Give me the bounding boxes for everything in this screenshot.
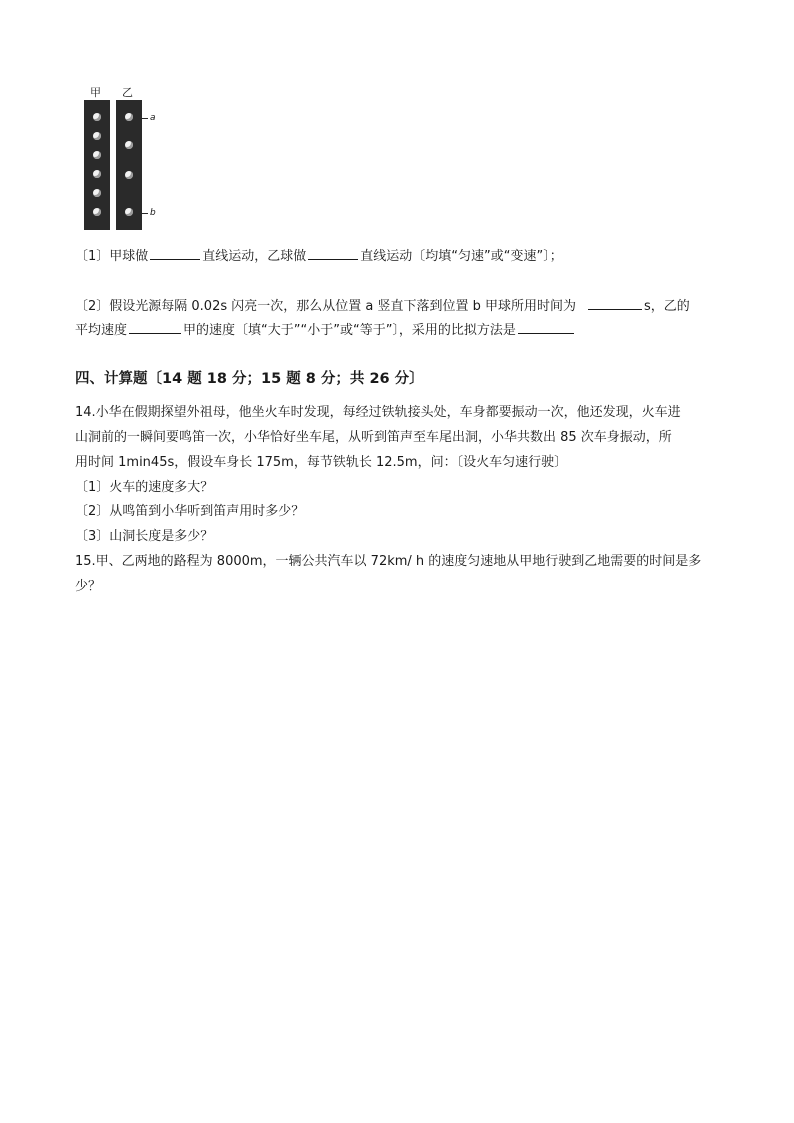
strip-yi [116,100,142,230]
q13-part1: 〔1〕甲球做 直线运动，乙球做 直线运动〔均填“匀速”或“变速”〕； [75,246,725,266]
ball-jia-5 [93,189,101,197]
q14-line2: 山洞前的一瞬间要鸣笛一次，小华恰好坐车尾，从听到笛声至车尾出洞，小华共数出 85 次车身振动，所 [75,430,672,445]
section4-heading: 四、计算题〔14 题 18 分；15 题 8 分；共 26 分〕 [75,371,424,387]
q14-sub1: 〔1〕火车的速度多大？ [75,480,214,495]
ball-yi-2 [125,141,133,149]
q15-line2: 少？ [75,579,102,594]
label-jia: 甲 [90,86,101,99]
q14-line3: 用时间 1min45s，假设车身长 175m，每节铁轨长 12.5m，问：〔设火车匀速行驶〕 [75,455,568,470]
q14-line1: 14.小华在假期探望外祖母，他坐火车时发现，每经过铁轨接头处，车身都要振动一次，他还发现，火车进 [75,405,681,420]
tick-a [142,118,148,119]
ball-yi-4 [125,208,133,216]
answer-blank-4[interactable] [129,320,181,334]
ball-yi-3 [125,171,133,179]
ball-jia-4 [93,170,101,178]
strip-jia [84,100,110,230]
answer-blank-1[interactable] [150,246,200,260]
pos-b-label: b [150,208,156,218]
tick-b [142,213,148,214]
ball-jia-6 [93,208,101,216]
label-yi: 乙 [122,86,133,99]
answer-blank-5[interactable] [518,320,574,334]
strobe-photo-figure [82,86,172,236]
answer-blank-2[interactable] [308,246,358,260]
ball-jia-3 [93,151,101,159]
q15-line1: 15.甲、乙两地的路程为 8000m，一辆公共汽车以 72km/ h 的速度匀速地从甲地行驶到乙地需要的时间是多 [75,554,702,569]
q14-sub2: 〔2〕从鸣笛到小华听到笛声用时多少？ [75,504,305,519]
q13-part2-line1: 〔2〕假设光源每隔 0.02s 闪亮一次，那么从位置 a 竖直下落到位置 b 甲球所用时间为 s，乙的 [75,296,725,316]
pos-a-label: a [150,113,156,123]
answer-blank-3[interactable] [588,296,642,310]
q14-sub3: 〔3〕山洞长度是多少？ [75,529,214,544]
ball-jia-2 [93,132,101,140]
ball-yi-1 [125,113,133,121]
ball-jia-1 [93,113,101,121]
q13-part2-line2: 平均速度 甲的速度〔填“大于”“小于”或“等于”〕，采用的比拟方法是 [75,320,725,340]
